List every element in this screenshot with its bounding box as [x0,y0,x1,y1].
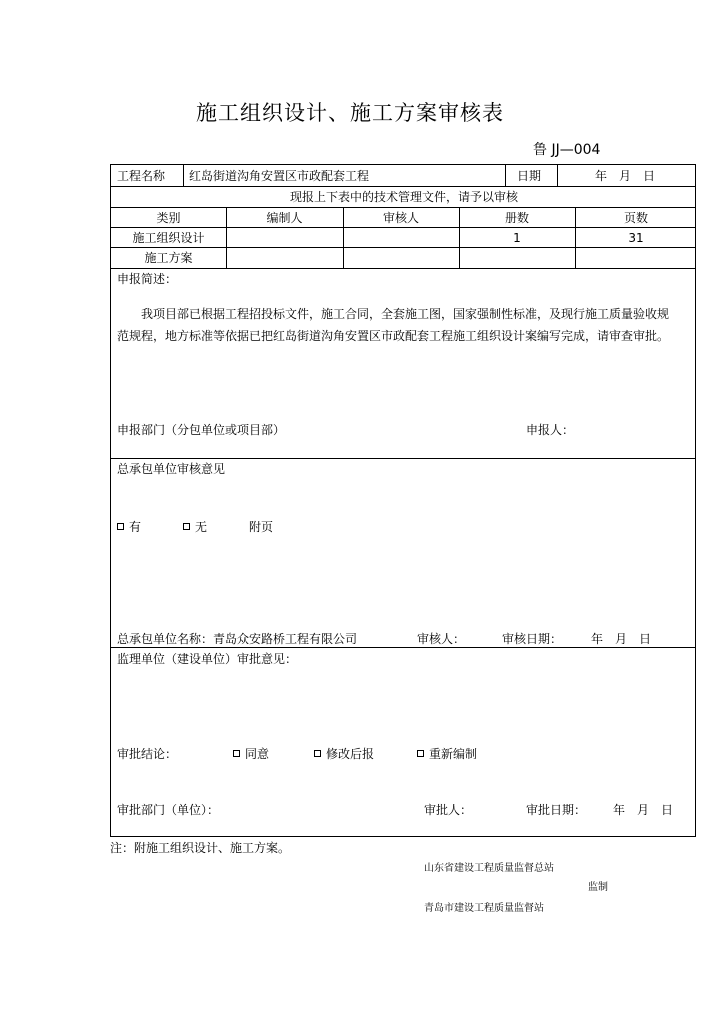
submission-body: 我项目部已根据工程招投标文件，施工合同，全套施工图，国家强制性标准，及现行施工质量验收规范规程，地方标准等依据已把红岛街道沟角安置区市政配套工程施工组织设计案编写完成，请审查审批。 [117,307,670,343]
conclusion-label: 审批结论： [117,747,178,761]
option-redo-label: 重新编制 [429,747,478,761]
col-header-category: 类别 [156,211,181,225]
option-no-label: 无 [195,520,208,534]
form-code: 鲁 JJ—004 [533,142,601,158]
checkbox-redo[interactable] [417,750,424,757]
review-form [110,164,696,837]
attachment-label: 附页 [249,520,274,534]
submission-person-label: 申报人： [526,423,575,437]
checkbox-revise[interactable] [314,750,321,757]
row-divider [111,207,695,208]
col-header-pages: 页数 [623,211,648,225]
date-value: 年 月 日 [595,169,656,183]
issuer-line-1: 山东省建设工程质量监督总站 [424,863,554,874]
contractor-name: 总承包单位名称：青岛众安路桥工程有限公司 [117,632,358,646]
instruction: 现报上下表中的技术管理文件，请予以审核 [289,190,518,204]
option-revise-label: 修改后报 [326,747,375,761]
checkbox-no[interactable] [183,523,190,530]
table-cell: 1 [513,231,521,245]
supervisor-heading: 监理单位（建设单位）审批意见： [117,652,298,666]
submission-dept-label: 申报部门（分包单位或项目部） [117,423,286,437]
approver-label: 审批人： [424,803,473,817]
row-divider [111,227,695,228]
project-name: 红岛街道沟角安置区市政配套工程 [189,169,370,183]
col-divider [505,165,506,186]
table-cell: 31 [628,231,644,245]
table-cell: 施工组织设计 [132,231,205,245]
row-divider [111,186,695,187]
col-divider [557,165,558,186]
option-agree-label: 同意 [245,747,270,761]
form-title: 施工组织设计、施工方案审核表 [196,101,504,125]
col-header-reviewer: 审核人 [382,211,419,225]
issuer-line-3: 青岛市建设工程质量监督站 [424,903,544,914]
approval-date-value: 年 月 日 [613,803,674,817]
approval-dept-label: 审批部门（单位）： [117,803,220,817]
date-label: 日期 [517,169,542,183]
footnote: 注：附施工组织设计、施工方案。 [110,841,291,855]
contractor-date-value: 年 月 日 [591,632,652,646]
table-cell: 施工方案 [144,251,193,265]
option-revise[interactable] [314,747,374,761]
option-yes-label: 有 [129,520,142,534]
col-header-author: 编制人 [266,211,303,225]
contractor-reviewer-label: 审核人： [417,632,466,646]
col-divider [183,165,184,186]
project-label: 工程名称 [117,169,166,183]
contractor-date-label: 审核日期： [502,632,563,646]
section-divider [111,647,695,648]
contractor-heading: 总承包单位审核意见 [117,462,226,476]
checkbox-yes[interactable] [117,523,124,530]
checkbox-agree[interactable] [233,750,240,757]
option-no[interactable] [183,520,207,534]
row-divider [111,268,695,269]
option-agree[interactable] [233,747,269,761]
approval-date-label: 审批日期： [526,803,587,817]
option-yes[interactable] [117,520,141,534]
row-divider [111,247,695,248]
issuer-line-2: 监制 [588,882,608,893]
col-header-volumes: 册数 [504,211,529,225]
option-redo[interactable] [417,747,477,761]
section-divider [111,458,695,459]
submission-heading: 申报简述： [117,272,178,286]
